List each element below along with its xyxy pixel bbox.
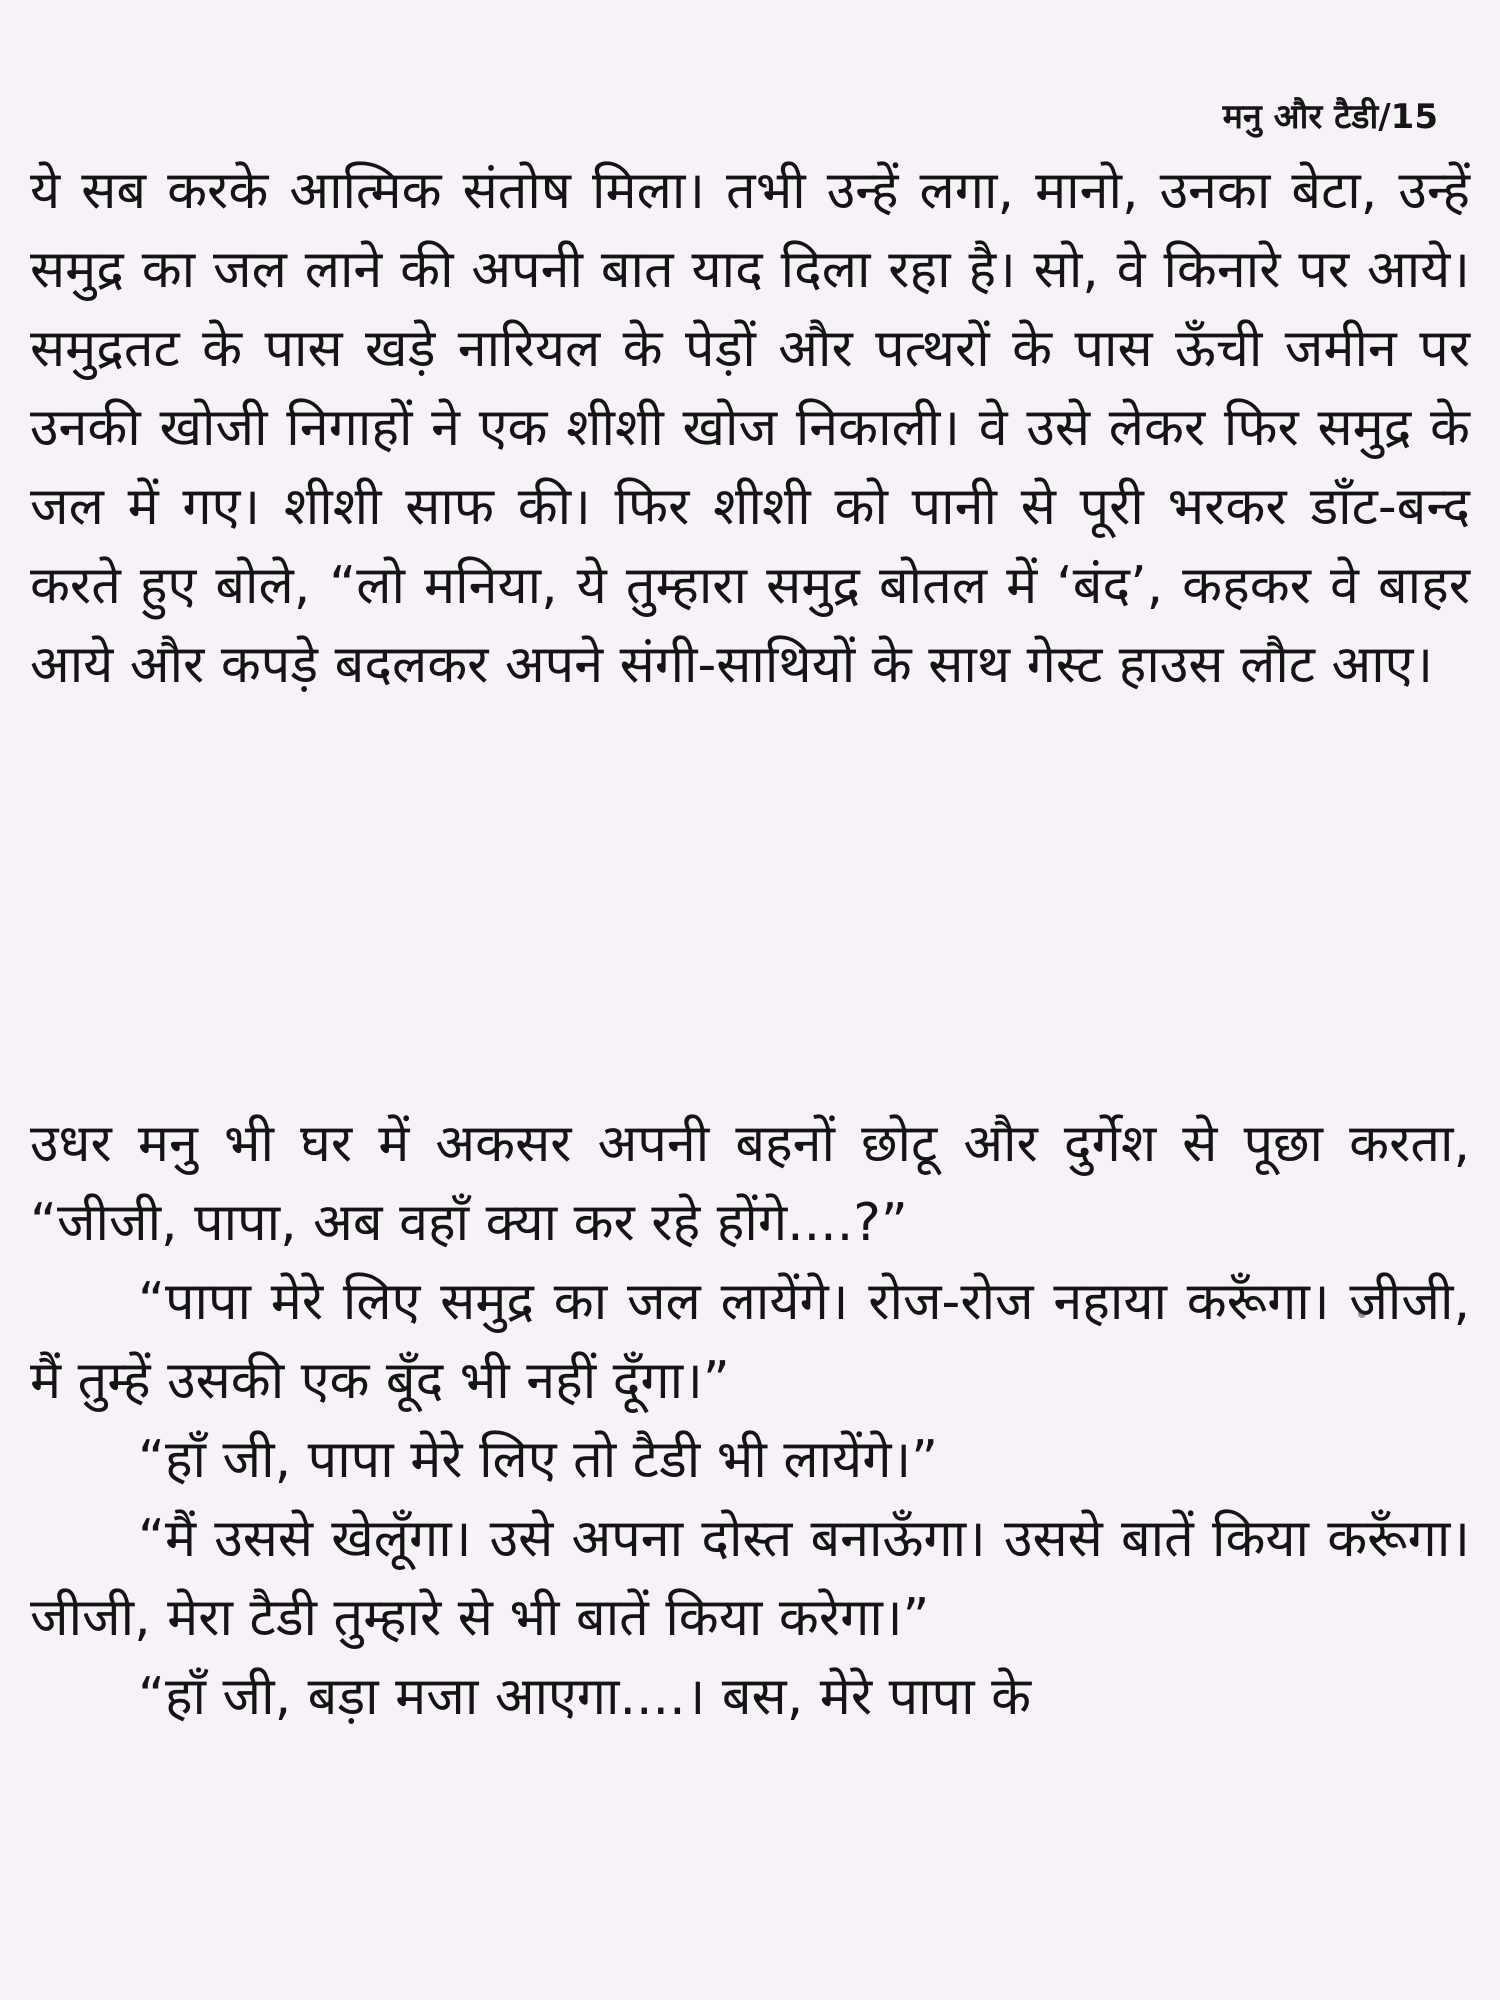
text-block-dialogue xyxy=(30,1105,1470,1737)
paragraph-6: “हाँ जी, बड़ा मजा आएगा....। बस, मेरे पापा के xyxy=(138,1667,1032,1727)
paragraph-4: “हाँ जी, पापा मेरे लिए तो टैडी भी लायेंगे।” xyxy=(138,1430,939,1490)
paragraph-5: “मैं उससे खेलूँगा। उसे अपना दोस्त बनाऊँगा। उससे बातें किया करूँगा। जीजी, मेरा टैडी तुम्हारे से भी बातें किया करेगा।” xyxy=(30,1509,1470,1648)
paragraph-3: “पापा मेरे लिए समुद्र का जल लायेंगे। रोज-रोज नहाया करूँगा। जीजी, मैं तुम्हें उसकी एक बूँद भी नहीं दूँगा।” xyxy=(30,1272,1470,1411)
running-header: मनु और टैडी/15 xyxy=(1222,97,1438,137)
paragraph-1: ये सब करके आत्मिक संतोष मिला। तभी उन्हें लगा, मानो, उनका बेटा, उन्हें समुद्र का जल लाने की अपनी बात याद दिला रहा है। सो, वे किनारे पर आये। समुद्रतट के पास खड़े नारियल के पेड़ों और पत्थरों के पास ऊँची जमीन पर उनकी खोजी निगाहों ने एक शीशी खोज निकाली। वे उसे लेकर फिर समुद्र के जल में गए। शीशी साफ की। फिर शीशी को पानी से पूरी भरकर डाँट-बन्द करते हुए बोले, “लो मनिया, ये तुम्हारा समुद्र बोतल में ‘बंद’, कहकर वे बाहर आये और कपड़े बदलकर अपने संगी-साथियों के साथ गेस्ट हाउस लौट आए। xyxy=(30,161,1470,695)
ink-speck xyxy=(1358,1310,1366,1318)
paragraph-2: उधर मनु भी घर में अकसर अपनी बहनों छोटू और दुर्गेश से पूछा करता, “जीजी, पापा, अब वहाँ क्या कर रहे होंगे....?” xyxy=(30,1114,1470,1253)
text-block-top xyxy=(30,152,1470,705)
